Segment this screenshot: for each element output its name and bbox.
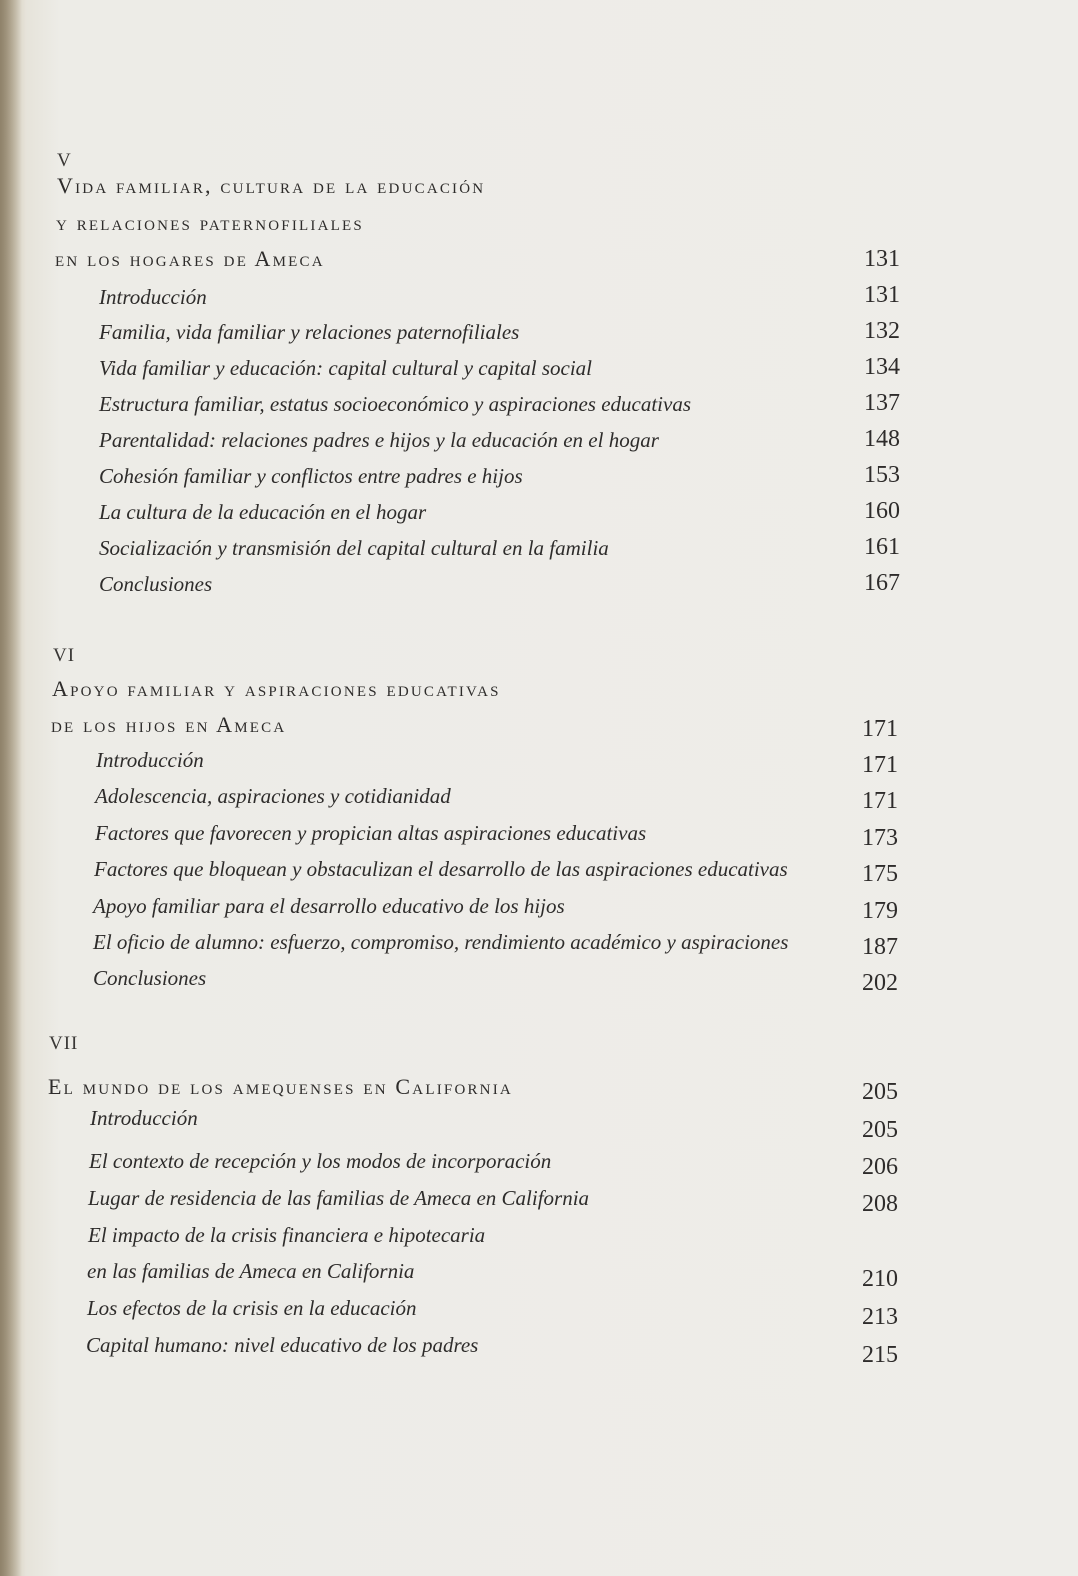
- toc-page-number: 167: [864, 570, 900, 596]
- toc-entry: Los efectos de la crisis en la educación: [87, 1296, 417, 1320]
- toc-page-number: 187: [862, 934, 898, 960]
- toc-entry: Adolescencia, aspiraciones y cotidianidad: [95, 784, 451, 808]
- toc-entry: Cohesión familiar y conflictos entre padres e hijos: [99, 464, 523, 488]
- toc-entry: El contexto de recepción y los modos de incorporación: [89, 1149, 552, 1173]
- toc-page-number: 132: [864, 318, 900, 344]
- toc-page-number: 173: [862, 825, 898, 851]
- chapter-numeral: V: [57, 150, 72, 171]
- toc-page-number: 153: [864, 462, 900, 488]
- toc-page-number: 161: [864, 534, 900, 560]
- toc-entry: El oficio de alumno: esfuerzo, compromiso, rendimiento académico y aspiraciones: [93, 930, 789, 954]
- chapter-title-line: en los hogares de Ameca: [55, 246, 325, 271]
- toc-entry: Introducción: [90, 1106, 198, 1130]
- toc-page-number: 131: [864, 282, 900, 308]
- toc-entry: Familia, vida familiar y relaciones paternofiliales: [99, 320, 520, 344]
- chapter-title-line: Apoyo familiar y aspiraciones educativas: [52, 676, 501, 701]
- toc-page-number: 171: [862, 752, 898, 778]
- toc-page-number: 202: [862, 970, 898, 996]
- toc-entry: Lugar de residencia de las familias de Ameca en California: [88, 1186, 590, 1210]
- toc-page-number: 210: [862, 1266, 898, 1292]
- toc-page-number: 215: [862, 1342, 898, 1368]
- toc-entry: Parentalidad: relaciones padres e hijos y la educación en el hogar: [99, 428, 659, 452]
- toc-entry: en las familias de Ameca en California: [87, 1259, 415, 1283]
- chapter-numeral: VI: [53, 645, 76, 666]
- toc-entry: Apoyo familiar para el desarrollo educativo de los hijos: [93, 894, 565, 918]
- toc-page-number: 134: [864, 354, 900, 380]
- chapter-numeral: VII: [49, 1033, 79, 1054]
- toc-entry: Socialización y transmisión del capital cultural en la familia: [99, 536, 609, 560]
- toc-page-number: 205: [862, 1117, 898, 1143]
- toc-entry: Conclusiones: [93, 966, 207, 990]
- chapter-title-line: de los hijos en Ameca: [51, 712, 287, 737]
- toc-page-number: 137: [864, 390, 900, 416]
- chapter-page-number: 131: [864, 246, 900, 272]
- toc-entry: Vida familiar y educación: capital cultural y capital social: [99, 356, 593, 380]
- toc-page-number: 160: [864, 498, 900, 524]
- toc-entry: La cultura de la educación en el hogar: [99, 500, 427, 524]
- toc-entry: Factores que favorecen y propician altas aspiraciones educativas: [95, 821, 647, 845]
- toc-entry: Introducción: [99, 285, 207, 309]
- toc-page-number: 179: [862, 898, 898, 924]
- toc-page-number: 213: [862, 1304, 898, 1330]
- spine-shadow: [0, 0, 22, 1576]
- toc-page-number: 175: [862, 861, 898, 887]
- toc-page-number: 208: [862, 1191, 898, 1217]
- toc-entry: El impacto de la crisis financiera e hipotecaria: [88, 1223, 486, 1247]
- toc-page-number: 206: [862, 1154, 898, 1180]
- chapter-page-number: 205: [862, 1079, 898, 1105]
- toc-page-number: 148: [864, 426, 900, 452]
- chapter-title-line: y relaciones paternofiliales: [56, 210, 364, 235]
- chapter-title-line: Vida familiar, cultura de la educación: [57, 173, 486, 198]
- toc-entry: Conclusiones: [99, 572, 213, 596]
- toc-entry: Factores que bloquean y obstaculizan el desarrollo de las aspiraciones educativas: [94, 857, 788, 881]
- toc-entry: Estructura familiar, estatus socioeconómico y aspiraciones educativas: [99, 392, 692, 416]
- chapter-title-line: El mundo de los amequenses en California: [48, 1074, 513, 1099]
- toc-page-number: 171: [862, 788, 898, 814]
- toc-entry: Capital humano: nivel educativo de los padres: [86, 1333, 479, 1357]
- toc-entry: Introducción: [96, 748, 204, 772]
- chapter-page-number: 171: [862, 716, 898, 742]
